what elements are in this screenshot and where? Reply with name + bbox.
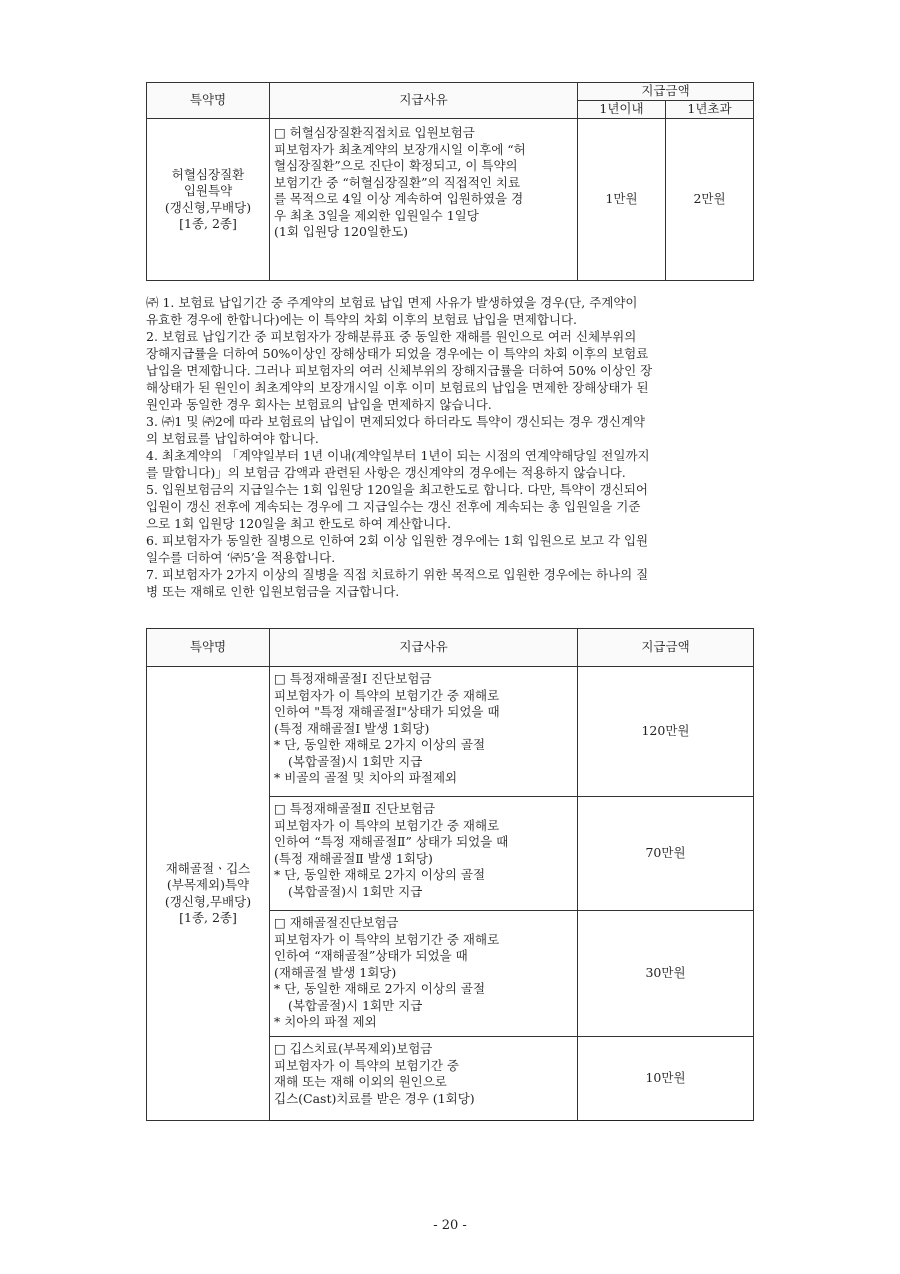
- reason-line: (복합골절)시 1회만 지급: [288, 753, 423, 769]
- reason-line: □ 깁스치료(부목제외)보험금: [274, 1041, 433, 1056]
- rider-name-line: 입원특약: [183, 183, 233, 198]
- note-line: 입원이 갱신 전후에 계속되는 경우에 그 지급일수는 갱신 전후에 계속되는 총 입원일을 기준: [146, 499, 641, 514]
- amount-within-1-year: 1만원: [578, 119, 666, 281]
- reason-line: * 단, 동일한 재해로 2가지 이상의 골절: [274, 737, 486, 752]
- payment-reason-cell: [270, 1037, 578, 1121]
- header-payment-reason: 지급사유: [270, 83, 578, 119]
- reason-line: □ 재해골절진단보험금: [274, 915, 399, 930]
- note-line: 를 말합니다)」의 보험금 감액과 관련된 사항은 갱신계약의 경우에는 적용하지 않습니다.: [146, 465, 626, 480]
- reason-line: 혈심장질환”으로 진단이 확정되고, 이 특약의: [274, 158, 518, 173]
- reason-line: 인하여 “특정 재해골절Ⅱ” 상태가 되었을 때: [274, 834, 509, 849]
- note-line: 원인과 동일한 경우 회사는 보험료의 납입을 면제하지 않습니다.: [146, 397, 492, 412]
- rider-name-line: (갱신형,무배당): [164, 893, 252, 909]
- reason-line: (재해골절 발생 1회당): [274, 964, 397, 980]
- rider-name-line: [1종, 2종]: [179, 216, 237, 231]
- reason-line: 피보험자가 이 특약의 보험기간 중 재해로: [274, 931, 500, 947]
- note-line: 장해지급률을 더하여 50%이상인 장해상태가 되었을 경우에는 이 특약의 차회 이후의 보험료: [146, 346, 649, 361]
- reason-line: 피보험자가 최초계약의 보장개시일 이후에 “허: [274, 141, 526, 157]
- header-payment-reason: 지급사유: [270, 629, 578, 667]
- reason-line: 를 목적으로 4일 이상 계속하여 입원하였을 경: [274, 191, 524, 206]
- reason-line: 인하여 "특정 재해골절Ⅰ"상태가 되었을 때: [274, 704, 500, 719]
- rider-name-line: (부목제외)특약: [166, 877, 250, 892]
- reason-line: 재해 또는 재해 이외의 원인으로: [274, 1074, 447, 1089]
- reason-line: * 단, 동일한 재해로 2가지 이상의 골절: [274, 981, 486, 996]
- note-line: 해상태가 된 원인이 최초계약의 보장개시일 이후 이미 보험료의 납입을 면제한 장해상태가 된: [146, 380, 649, 395]
- payment-amount-cell: 10만원: [578, 1037, 754, 1121]
- note-line: 2. 보험료 납입기간 중 피보험자가 장해분류표 중 동일한 재해를 원인으로 여러 신체부위의: [146, 329, 637, 344]
- rider-name-cell: [147, 119, 270, 281]
- note-line: 으로 1회 입원당 120일을 최고 한도로 하여 계산합니다.: [146, 516, 452, 531]
- header-over-1-year: 1년초과: [666, 101, 754, 119]
- payment-reason-cell: [270, 797, 578, 911]
- header-payment-amount: 지급금액: [578, 83, 754, 101]
- reason-line: □ 특정재해골절Ⅰ 진단보험금: [274, 671, 432, 686]
- note-line: 4. 최초계약의 「계약일부터 1년 이내(계약일부터 1년이 되는 시점의 연계약해당일 전일까지: [146, 448, 650, 463]
- reason-line: 깁스(Cast)치료를 받은 경우 (1회당): [274, 1090, 475, 1106]
- header-rider-name: 특약명: [147, 83, 270, 119]
- payment-amount-cell: 70만원: [578, 797, 754, 911]
- note-line: 6. 피보험자가 동일한 질병으로 인하여 2회 이상 입원한 경우에는 1회 입원으로 보고 각 입원: [146, 533, 649, 548]
- note-line: 납입을 면제합니다. 그러나 피보험자의 여러 신체부위의 장해지급률을 더하여 50% 이상인 장: [146, 363, 653, 378]
- reason-line: * 치아의 파절 제외: [274, 1014, 377, 1029]
- rider-name-line: 허혈심장질환: [171, 166, 245, 182]
- reason-line: (특정 재해골절Ⅰ 발생 1회당): [274, 720, 430, 736]
- note-line: 5. 입원보험금의 지급일수는 1회 입원당 120일을 최고한도로 합니다. 다만, 특약이 갱신되어: [146, 482, 648, 497]
- note-line: 7. 피보험자가 2가지 이상의 질병을 직접 치료하기 위한 목적으로 입원한 경우에는 하나의 질: [146, 567, 649, 582]
- reason-line: □ 특정재해골절Ⅱ 진단보험금: [274, 801, 436, 816]
- page-number: - 20 -: [433, 1218, 467, 1233]
- reason-line: 보험기간 중 “허혈심장질환”의 직접적인 치료: [274, 174, 521, 190]
- header-rider-name: 특약명: [147, 629, 270, 667]
- notes-section: [146, 294, 758, 600]
- header-payment-amount: 지급금액: [578, 629, 754, 667]
- amount-over-1-year: 2만원: [666, 119, 754, 281]
- reason-line: 피보험자가 이 특약의 보험기간 중 재해로: [274, 687, 500, 703]
- note-line: 의 보험료를 납입하여야 합니다.: [146, 431, 319, 446]
- reason-line: (복합골절)시 1회만 지급: [288, 883, 423, 899]
- payment-reason-cell: [270, 119, 578, 281]
- payment-reason-cell: [270, 911, 578, 1037]
- reason-line: * 단, 동일한 재해로 2가지 이상의 골절: [274, 867, 486, 882]
- note-line: ㈜ 1. 보험료 납입기간 중 주계약의 보험료 납입 면제 사유가 발생하였을 경우(단, 주계약이: [146, 295, 638, 310]
- rider-table-fracture-cast: [146, 628, 754, 1121]
- rider-name-line: 재해골절ㆍ깁스: [165, 860, 251, 876]
- rider-table-ischemic-heart: [146, 82, 754, 281]
- reason-line: 피보험자가 이 특약의 보험기간 중 재해로: [274, 817, 500, 833]
- reason-line: 우 최초 3일을 제외한 입원일수 1일당: [274, 207, 479, 223]
- rider-name-line: (갱신형,무배당): [164, 199, 252, 215]
- payment-amount-cell: 120만원: [578, 667, 754, 797]
- note-line: 유효한 경우에 한합니다)에는 이 특약의 차회 이후의 보험료 납입을 면제합니다.: [146, 312, 578, 327]
- payment-reason-cell: [270, 667, 578, 797]
- header-within-1-year: 1년이내: [578, 101, 666, 119]
- reason-line: * 비골의 골절 및 치아의 파절제외: [274, 770, 458, 785]
- note-line: 3. ㈜1 및 ㈜2에 따라 보험료의 납입이 면제되었다 하더라도 특약이 갱신되는 경우 갱신계약: [146, 414, 645, 429]
- reason-line: (특정 재해골절Ⅱ 발생 1회당): [274, 850, 433, 866]
- rider-name-line: [1종, 2종]: [179, 910, 237, 925]
- reason-line: □ 허혈심장질환직접치료 입원보험금: [274, 125, 475, 140]
- reason-line: 인하여 “재해골절”상태가 되었을 때: [274, 948, 468, 963]
- note-line: 일수를 더하여 ‘㈜5’을 적용합니다.: [146, 550, 336, 565]
- reason-line: 피보험자가 이 특약의 보험기간 중: [274, 1057, 459, 1073]
- rider-name-cell: [147, 667, 270, 1121]
- payment-amount-cell: 30만원: [578, 911, 754, 1037]
- reason-line: (1회 입원당 120일한도): [274, 224, 409, 239]
- reason-line: (복합골절)시 1회만 지급: [288, 997, 423, 1013]
- note-line: 병 또는 재해로 인한 입원보험금을 지급합니다.: [146, 584, 400, 599]
